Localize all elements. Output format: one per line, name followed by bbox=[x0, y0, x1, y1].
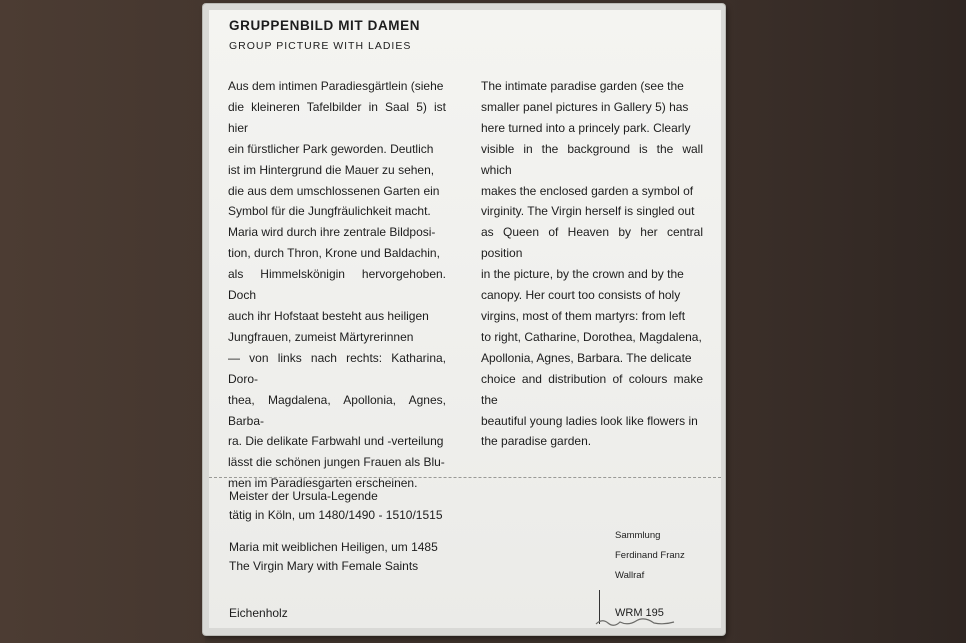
collection-line-1: Sammlung bbox=[615, 530, 661, 541]
tape-scribble-icon bbox=[594, 616, 694, 628]
museum-label-panel bbox=[209, 10, 721, 628]
inventory-number: WRM 195 bbox=[615, 607, 664, 619]
artwork-block bbox=[229, 538, 438, 576]
label-title: GRUPPENBILD MIT DAMEN bbox=[229, 18, 421, 33]
artist-dates: tätig in Köln, um 1480/1490 - 1510/1515 bbox=[229, 508, 443, 522]
english-description: The intimate paradise garden (see the smaller panel pictures in Gallery 5) has here turned into a princely park. Clearly visible in the background is the wall which makes the enclosed garden a symbol of virginity. The Virgin herself is singled out as Queen of Heaven by her central position in the picture, by the crown and by the canopy. Her court too consists of holy virgins, most of them martyrs: from left to right, Catharine, Dorothea, Magdalena, Apollonia, Agnes, Barbara. The delicate choice and distribution of colours make the beautiful young ladies look like flowers in the paradise garden. bbox=[481, 79, 703, 449]
artwork-title-de: Maria mit weiblichen Heiligen, um 1485 bbox=[229, 540, 438, 554]
wall-right bbox=[726, 0, 966, 643]
label-subtitle: GROUP PICTURE WITH LADIES bbox=[229, 40, 412, 52]
german-description: Aus dem intimen Paradiesgärtlein (siehe die kleineren Tafelbilder in Saal 5) ist hier ein fürstlicher Park geworden. Deutlich ist im Hintergrund die Mauer zu sehen, die aus dem umschlossenen Garten ein Symbol für die Jungfräulichkeit macht. Maria wird durch ihre zentrale Bildposi- tion, durch Thron, Krone und Baldachin, als Himmelskönigin hervorgehoben. Doch auch ihr Hofstaat besteht aus heiligen Jungfrauen, zumeist Märtyrerinnen — von links nach rechts: Katharina, Doro- thea, Magdalena, Apollonia, Agnes, Barba- ra. Die delikate Farbwahl und -verteilung lässt die schönen jungen Frauen als Blu- men im Paradiesgarten erscheinen. bbox=[228, 79, 446, 491]
artwork-title-en: The Virgin Mary with Female Saints bbox=[229, 559, 419, 573]
collection-block bbox=[615, 526, 685, 586]
material: Eichenholz bbox=[229, 606, 288, 620]
dashed-divider bbox=[209, 477, 721, 478]
collection-line-2: Ferdinand Franz bbox=[615, 550, 685, 561]
artist-name: Meister der Ursula-Legende bbox=[229, 489, 378, 503]
collection-line-3: Wallraf bbox=[615, 570, 645, 581]
artist-block bbox=[229, 487, 443, 525]
wall-left bbox=[0, 0, 205, 643]
